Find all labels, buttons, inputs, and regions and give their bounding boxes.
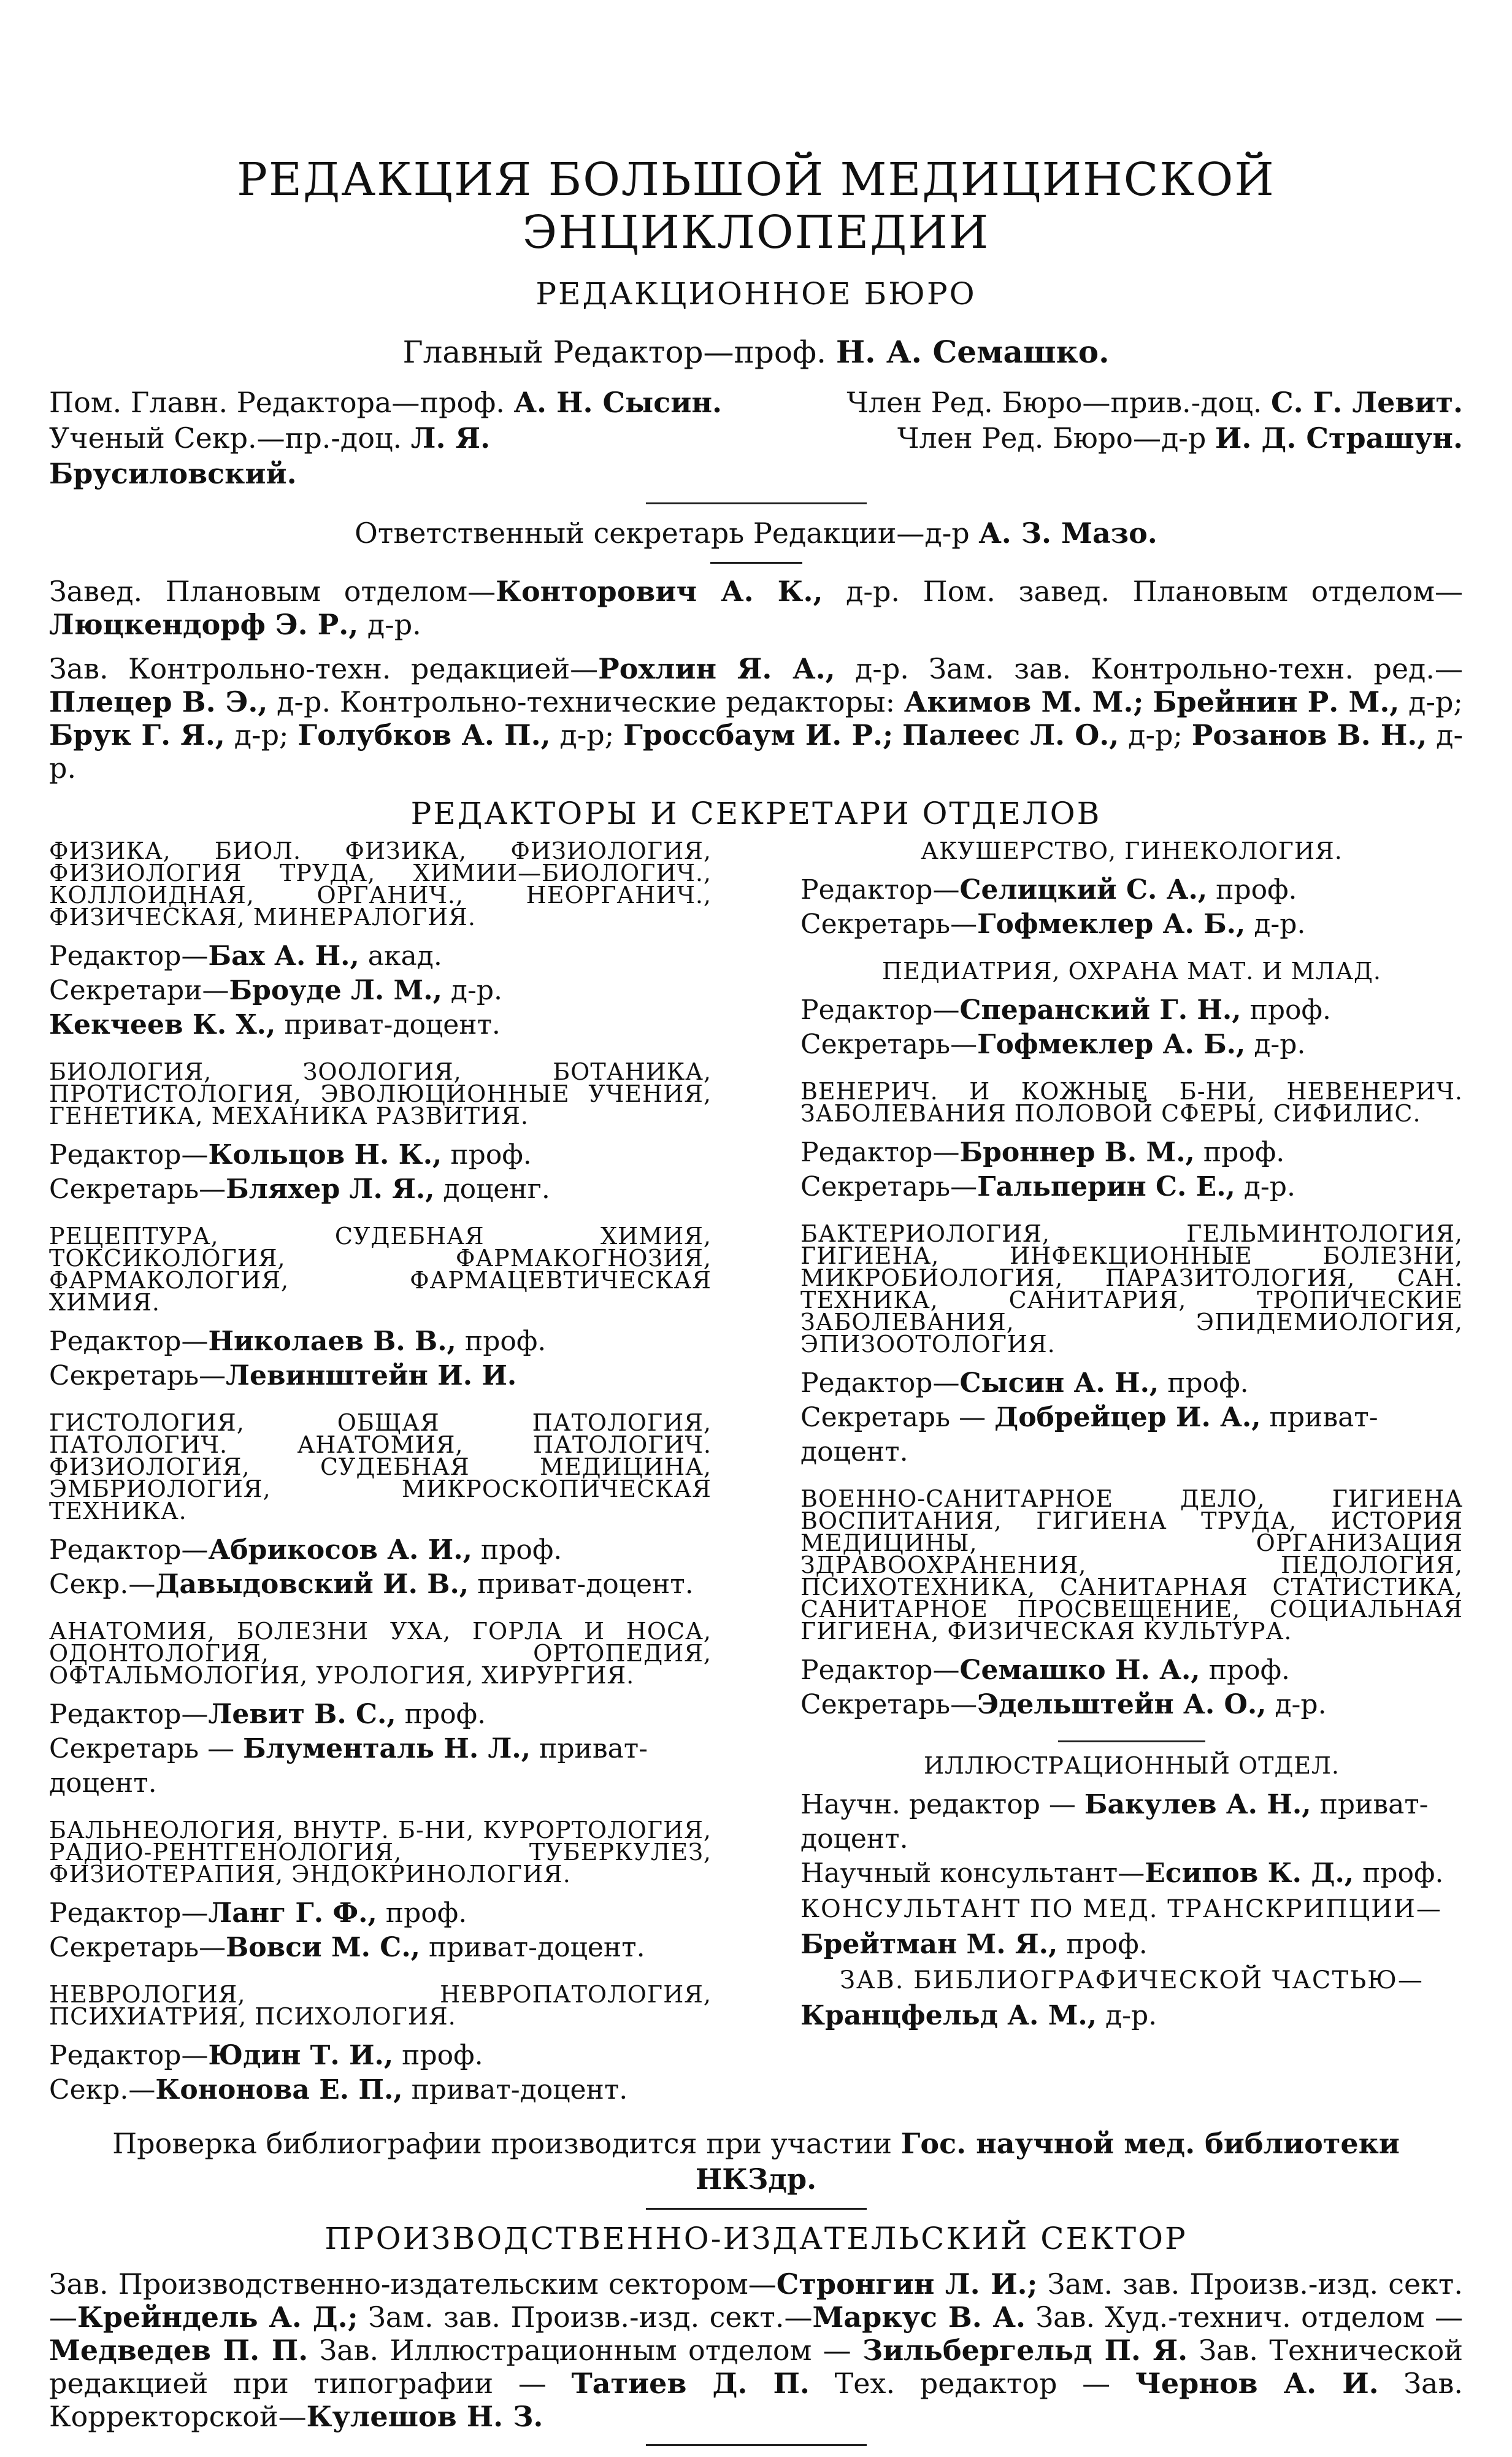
person-name: Палеес Л. О., [902,718,1119,752]
control-paragraph [49,652,1463,785]
person-name: Плецер В. Э., [49,685,268,718]
person-name: Кольцов Н. К., [208,1139,442,1171]
person-name: Семашко Н. А., [959,1655,1200,1686]
title-suffix: проф. [1194,1137,1285,1168]
role: Секретари— [49,975,229,1006]
title-suffix: приват-доцент. [800,1402,1378,1467]
person-name: Гальперин С. Е., [977,1171,1235,1202]
department-title: ИЛЛЮСТРАЦИОННЫЙ ОТДЕЛ. [924,1752,1340,1779]
title-suffix: проф. [1241,994,1331,1026]
role: Научный консультант— [800,1858,1145,1889]
text-run: Проверка библиографии производится при участии [112,2127,901,2160]
person-name: Юдин Т. И., [208,2040,394,2071]
role: Редактор— [800,1137,960,1168]
person-name: Вовси М. С., [226,1932,420,1963]
department-block [49,1409,712,1602]
person-name: Эдельштейн А. О., [977,1689,1267,1720]
text-run: Зав. Контрольно-техн. редакцией— [49,652,599,685]
title-suffix: д-р. [1245,909,1306,940]
person-name: Бакулев А. Н., [1084,1789,1311,1820]
department-title: НЕВРОЛОГИЯ, НЕВРОПАТОЛОГИЯ, ПСИХИАТРИЯ, ПСИХОЛОГИЯ. [49,1981,712,2030]
text-run: Зав. Худ.-технич. отделом — [1026,2301,1463,2334]
person-name: Голубков А. П., [297,718,551,752]
department-block [49,1983,712,2107]
department-block [49,1225,712,1393]
text-run: д-р; [550,718,624,752]
person-name: Сысин А. Н., [959,1367,1159,1399]
planning-paragraph [49,575,1463,641]
person-name: Блументаль Н. Л., [243,1733,531,1764]
department-block [49,1058,712,1207]
role-caps: ЗАВ. БИБЛИОГРАФИЧЕСКОЙ ЧАСТЬЮ— [840,1966,1424,1994]
role: Секретарь— [800,1689,978,1720]
text-run: д-р; [1399,685,1463,718]
bureau-members [49,385,1463,491]
title-suffix: приват-доцент. [469,1569,694,1600]
person-name: Броуде Л. М., [229,975,442,1006]
department-title: АНАТОМИЯ, БОЛЕЗНИ УХА, ГОРЛА И НОСА, ОДОНТОЛОГИЯ, ОРТОПЕДИЯ, ОФТАЛЬМОЛОГИЯ, УРОЛОГИЯ, ХИРУРГИЯ. [49,1618,712,1689]
role: Редактор— [49,1326,209,1357]
person-name: Есипов К. Д., [1145,1858,1354,1889]
role: Редактор— [800,874,960,906]
person-name: Селицкий С. А., [959,874,1208,906]
title-suffix: доценг. [434,1174,550,1205]
role: Редактор— [49,2040,209,2071]
chief-editor [49,334,1463,370]
person-name: Кекчеев К. Х., [49,1009,276,1040]
person-name: Кулешов Н. З. [306,2400,543,2433]
text-run: д-р; [224,718,298,752]
department-title: ВЕНЕРИЧ. И КОЖНЫЕ Б-НИ, НЕВЕНЕРИЧ. ЗАБОЛЕВАНИЯ ПОЛОВОЙ СФЕРЫ, СИФИЛИС. [800,1078,1463,1127]
department-block [800,1485,1463,1722]
role: Секретарь — [49,1733,244,1764]
title-suffix: д-р. [1097,2000,1157,2031]
divider [710,562,802,564]
department-title: БАКТЕРИОЛОГИЯ, ГЕЛЬМИНТОЛОГИЯ, ГИГИЕНА, ИНФЕКЦИОННЫЕ БОЛЕЗНИ, МИКРОБИОЛОГИЯ, ПАРАЗИТОЛОГИЯ, САН. ТЕХНИКА, САНИТАРИЯ, ТРОПИЧЕСКИЕ ЗАБОЛЕВАНИЯ, ЭПИДЕМИОЛОГИЯ, ЭПИЗООТОЛОГИЯ. [800,1220,1463,1358]
person-name: Кононова Е. П., [155,2074,403,2105]
title-suffix: приват-доцент. [800,1789,1429,1855]
text-run [1143,685,1153,718]
text-run [893,718,902,752]
role: Секр.— [49,1569,156,1600]
title-suffix: акад. [359,940,442,972]
bureau-name: И. Д. Страшун. [1215,421,1463,455]
person-name: Гофмеклер А. Б., [977,909,1246,940]
person-name: Татиев Д. П. [571,2367,810,2400]
bureau-role: Член Ред. Бюро—прив.-доц. [846,386,1262,419]
text-run: Зав. Иллюстрационным отделом — [308,2334,862,2367]
production-heading: ПРОИЗВОДСТВЕННО-ИЗДАТЕЛЬСКИЙ СЕКТОР [324,2221,1188,2256]
text-run: Завед. Плановым отделом— [49,575,496,608]
person-name: Брейтман М. Я., [800,1929,1058,1960]
title-suffix: приват-доцент. [275,1009,501,1040]
title-suffix: д-р. [1235,1171,1295,1202]
department-title: ГИСТОЛОГИЯ, ОБЩАЯ ПАТОЛОГИЯ, ПАТОЛОГИЧ. АНАТОМИЯ, ПАТОЛОГИЧ. ФИЗИОЛОГИЯ, СУДЕБНАЯ МЕДИЦИНА, ЭМБРИОЛОГИЯ, МИКРОСКОПИЧЕСКАЯ ТЕХНИКА. [49,1409,712,1525]
person-name: Маркус В. А. [812,2301,1026,2334]
title-suffix: приват-доцент. [402,2074,628,2105]
bureau-role: Пом. Главн. Редактора—проф. [49,386,505,419]
responsible-secretary [49,515,1463,551]
role: Секретарь— [49,1360,226,1391]
department-block [800,1220,1463,1469]
text-run: д-р. Зам. зав. Контрольно-техн. ред.— [835,652,1463,685]
person-name: Бах А. Н., [208,940,359,972]
department-title: ФИЗИКА, БИОЛ. ФИЗИКА, ФИЗИОЛОГИЯ, ФИЗИОЛОГИЯ ТРУДА, ХИМИИ—БИОЛОГИЧ., КОЛЛОИДНАЯ, ОРГАНИЧ., НЕОРГАНИЧ., ФИЗИЧЕСКАЯ, МИНЕРАЛОГИЯ. [49,837,712,931]
title-suffix: проф. [472,1534,562,1566]
text-run: Зав. Корректорской— [49,2367,1463,2433]
department-block [49,837,712,1042]
person-name: Розанов В. Н., [1191,718,1427,752]
title-suffix: проф. [393,2040,483,2071]
role: Секр.— [49,2074,156,2105]
bureau-left [49,385,742,491]
person-name: Добрейцер И. А., [994,1402,1261,1433]
bibliography-note [49,2126,1463,2197]
person-name: Ланг Г. Ф., [208,1898,377,1929]
department-block [800,1080,1463,1204]
role: Редактор— [800,1655,960,1686]
role-caps: КОНСУЛЬТАНТ ПО МЕД. ТРАНСКРИПЦИИ— [800,1895,1442,1923]
title-suffix: проф. [1354,1858,1444,1889]
person-name: Рохлин Я. А., [598,652,835,685]
bureau-right [770,385,1463,491]
title-suffix: проф. [1159,1367,1249,1399]
person-name: Медведев П. П. [49,2334,309,2367]
bureau-role: Ученый Секр.—пр.-доц. [49,421,402,455]
person-name: Стронгин Л. И.; [776,2267,1038,2301]
departments [49,837,1463,2126]
title-suffix: приват-доцент. [49,1733,648,1799]
department-block [49,1620,712,1801]
title-suffix: проф. [396,1699,486,1730]
institution-name: Гос. научной мед. библиотеки НКЗдр. [695,2127,1400,2196]
departments-left-column [49,837,712,2126]
department-title: АКУШЕРСТВО, ГИНЕКОЛОГИЯ. [921,837,1343,864]
person-name: Брейнин Р. М., [1153,685,1400,718]
department-title: БАЛЬНЕОЛОГИЯ, ВНУТР. Б-НИ, КУРОРТОЛОГИЯ, РАДИО-РЕНТГЕНОЛОГИЯ, ТУБЕРКУЛЕЗ, ФИЗИОТЕРАПИЯ, ЭНДОКРИНОЛОГИЯ. [49,1817,712,1888]
text-run: д-р. [358,608,421,641]
page-title: РЕДАКЦИЯ БОЛЬШОЙ МЕДИЦИНСКОЙ ЭНЦИКЛОПЕДИИ [237,153,1275,259]
divider [1058,1740,1205,1742]
role: Редактор— [49,940,209,972]
role: Секретарь — [800,1402,995,1433]
illustration-department [800,1752,1463,2033]
role: Редактор— [49,1534,209,1566]
text-run: Зам. зав. Произв.-изд. сект.— [49,2267,1463,2334]
title-suffix: проф. [1207,874,1297,906]
text-run: Тех. редактор — [809,2367,1135,2400]
title-suffix: проф. [377,1898,467,1929]
title-suffix: проф. [1057,1929,1148,1960]
person-name: Сперанский Г. Н., [959,994,1241,1026]
role: Редактор— [800,994,960,1026]
title-suffix: д-р. [1266,1689,1327,1720]
person-name: Чернов А. И. [1135,2367,1379,2400]
chief-editor-name: Н. А. Семашко. [835,334,1110,370]
departments-right-column [800,837,1463,2126]
bureau-name: А. Н. Сысин. [513,386,723,419]
role: Секретарь— [800,1171,978,1202]
departments-heading: РЕДАКТОРЫ И СЕКРЕТАРИ ОТДЕЛОВ [410,796,1102,831]
divider [646,502,867,504]
title-suffix: приват-доцент. [420,1932,645,1963]
person-name: Акимов М. М.; [904,685,1144,718]
text-run: д-р. Контрольно-технические редакторы: [267,685,904,718]
person-name: Крейндель А. Д.; [77,2301,358,2334]
secretary-name: А. З. Мазо. [978,517,1157,550]
role: Секретарь— [49,1932,226,1963]
department-block [49,1819,712,1965]
text-run: Зам. зав. Произв.-изд. сект.— [358,2301,813,2334]
title-suffix: проф. [442,1139,532,1171]
role: Секретарь— [49,1174,226,1205]
role: Редактор— [49,1139,209,1171]
role: Редактор— [800,1367,960,1399]
department-block [800,837,1463,942]
divider [646,2444,867,2446]
person-name: Левит В. С., [208,1699,396,1730]
person-name: Абрикосов А. И., [208,1534,472,1566]
department-title: ВОЕННО-САНИТАРНОЕ ДЕЛО, ГИГИЕНА ВОСПИТАНИЯ, ГИГИЕНА ТРУДА, ИСТОРИЯ МЕДИЦИНЫ, ОРГАНИЗАЦИЯ ЗДРАВООХРАНЕНИЯ, ПЕДОЛОГИЯ, ПСИХОТЕХНИКА, САНИТАРНАЯ СТАТИСТИКА, САНИТАРНОЕ ПРОСВЕЩЕНИЕ, СОЦИАЛЬНАЯ ГИГИЕНА, ФИЗИЧЕСКАЯ КУЛЬТУРА. [800,1485,1463,1645]
person-name: Гофмеклер А. Б., [977,1029,1246,1060]
text-run: Зав. Производственно-издательским сектором— [49,2267,777,2301]
title-suffix: д-р. [1245,1029,1306,1060]
text-run: Зав. Технической редакцией при типографии — [49,2334,1464,2400]
department-block [800,960,1463,1062]
bureau-role: Член Ред. Бюро—д-р [897,421,1207,455]
title-suffix: проф. [456,1326,547,1357]
bureau-heading: РЕДАКЦИОННОЕ БЮРО [535,276,977,312]
role: Редактор— [49,1699,209,1730]
department-title: БИОЛОГИЯ, ЗООЛОГИЯ, БОТАНИКА, ПРОТИСТОЛОГИЯ, ЭВОЛЮЦИОННЫЕ УЧЕНИЯ, ГЕНЕТИКА, МЕХАНИКА РАЗВИТИЯ. [49,1058,712,1129]
person-name: Николаев В. В., [208,1326,456,1357]
person-name: Конторович А. К., [496,575,823,608]
title-suffix: д-р. [442,975,502,1006]
divider [646,2208,867,2210]
department-title: ПЕДИАТРИЯ, ОХРАНА МАТ. И МЛАД. [882,958,1381,985]
role: Секретарь— [800,1029,978,1060]
bureau-name: Л. Я. Брусиловский. [49,421,491,490]
person-name: Брук Г. Я., [49,718,225,752]
production-paragraph [49,2267,1463,2433]
text-run: д-р. [49,718,1464,785]
person-name: Давыдовский И. В., [155,1569,469,1600]
department-title: РЕЦЕПТУРА, СУДЕБНАЯ ХИМИЯ, ТОКСИКОЛОГИЯ, ФАРМАКОГНОЗИЯ, ФАРМАКОЛОГИЯ, ФАРМАЦЕВТИЧЕСКАЯ ХИМИЯ. [49,1223,712,1316]
role: Научн. редактор — [800,1789,1084,1820]
person-name: Зильбергельд П. Я. [862,2334,1188,2367]
person-name: Люцкендорф Э. Р., [49,608,359,641]
page [49,153,1463,2457]
person-name: Кранцфельд А. М., [800,2000,1097,2031]
bureau-name: С. Г. Левит. [1271,386,1463,419]
chief-editor-role: Главный Редактор—проф. [402,334,826,370]
role: Секретарь— [800,909,978,940]
person-name: Гроссбаум И. Р.; [623,718,894,752]
text-run: д-р; [1119,718,1192,752]
person-name: Броннер В. М., [959,1137,1195,1168]
role: Редактор— [49,1898,209,1929]
text-run: д-р. Пом. завед. Плановым отделом— [823,575,1464,608]
secretary-role: Ответственный секретарь Редакции—д-р [355,517,970,550]
title-suffix: проф. [1200,1655,1291,1686]
person-name: Левинштейн И. И. [226,1360,517,1391]
person-name: Бляхер Л. Я., [226,1174,435,1205]
